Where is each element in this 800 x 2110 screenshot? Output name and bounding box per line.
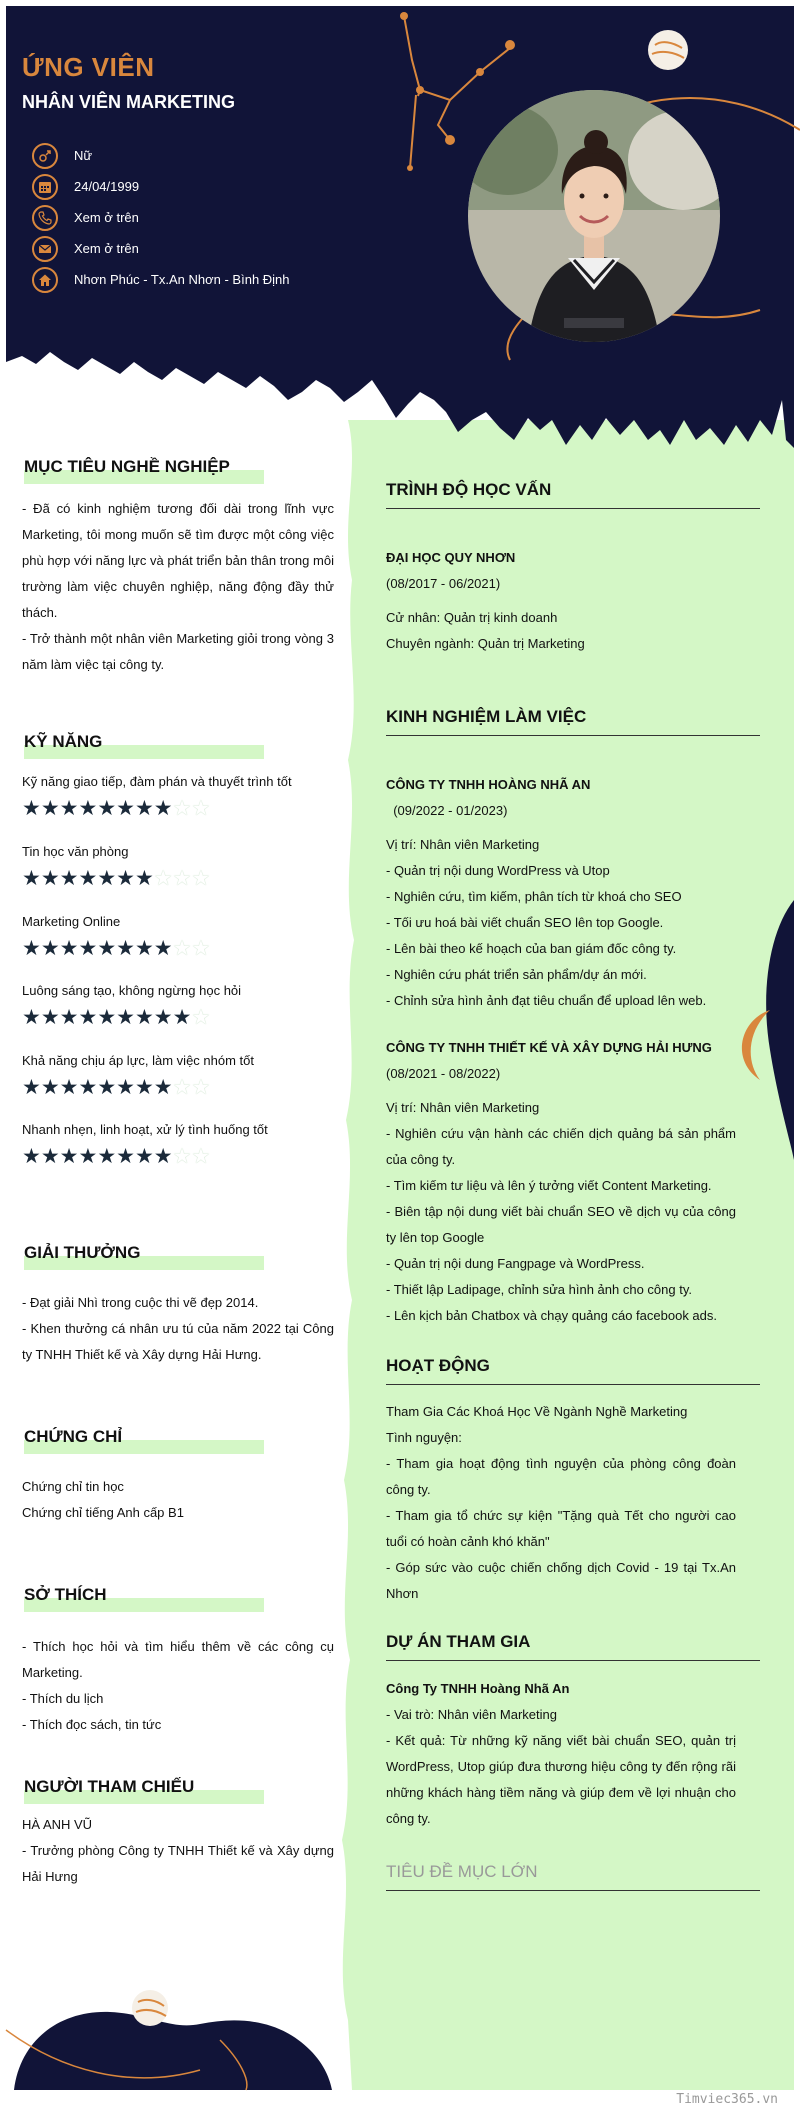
- star-filled-icon: ★: [97, 1076, 117, 1099]
- star-filled-icon: ★: [116, 937, 135, 960]
- hobbies-text: - Thích học hỏi và tìm hiểu thêm về các công cụ Marketing. - Thích du lịch - Thích đọc sách, tin tức: [22, 1639, 334, 1732]
- star-filled-icon: ★: [134, 1006, 154, 1029]
- hobbies-title: SỞ THÍCH: [24, 1585, 107, 1604]
- company-name: CÔNG TY TNHH HOÀNG NHÃ AN: [386, 777, 591, 792]
- placeholder-section-title[interactable]: TIÊU ĐỀ MỤC LỚN: [386, 1862, 760, 1891]
- skill-rating: [22, 1007, 210, 1028]
- skill-name: Khả năng chịu áp lực, làm việc nhóm tốt: [22, 1053, 254, 1068]
- certs-title: CHỨNG CHỈ: [24, 1427, 123, 1446]
- star-filled-icon: ★: [22, 937, 41, 960]
- moon-bottom-icon: [132, 1990, 168, 2026]
- star-empty-icon: ★: [153, 867, 173, 890]
- phone-icon: [32, 205, 58, 231]
- star-filled-icon: ★: [116, 797, 135, 820]
- star-filled-icon: ★: [134, 937, 154, 960]
- skill-name: Marketing Online: [22, 914, 121, 929]
- star-filled-icon: ★: [40, 797, 60, 820]
- certs-text: Chứng chỉ tin học Chứng chỉ tiếng Anh cấp B1: [22, 1479, 184, 1520]
- star-filled-icon: ★: [134, 867, 154, 890]
- star-filled-icon: ★: [116, 1076, 135, 1099]
- star-filled-icon: ★: [116, 1145, 135, 1168]
- star-filled-icon: ★: [78, 1145, 98, 1168]
- activities-text: Tham Gia Các Khoá Học Về Ngành Nghề Marketing Tình nguyện: - Tham gia hoạt động tình nguyện của phòng công đoàn công ty. - Tham gia tổ chức sự kiện "Tặng quà Tết cho người cao tuổi có hoàn cảnh khó khăn" - Góp sức vào cuộc chiến chống dịch Covid - 19 tại Tx.An Nhơn: [386, 1404, 736, 1601]
- star-filled-icon: ★: [134, 1076, 154, 1099]
- objective-title: MỤC TIÊU NGHỀ NGHIỆP: [24, 457, 230, 476]
- avatar: [468, 90, 720, 342]
- star-filled-icon: ★: [97, 1145, 117, 1168]
- star-filled-icon: ★: [78, 797, 98, 820]
- gender-icon: [32, 143, 58, 169]
- awards-text: - Đạt giải Nhì trong cuộc thi vẽ đẹp 2014. - Khen thưởng cá nhân ưu tú của năm 2022 tại Công ty TNHH Thiết kế và Xây dựng Hải Hưng.: [22, 1295, 334, 1362]
- skill-name: Luông sáng tạo, không ngừng học hỏi: [22, 983, 242, 998]
- star-empty-icon: ★: [191, 867, 211, 890]
- star-filled-icon: ★: [40, 937, 60, 960]
- star-filled-icon: ★: [97, 797, 117, 820]
- references-title: NGƯỜI THAM CHIẾU: [24, 1777, 195, 1796]
- star-empty-icon: ★: [172, 937, 192, 960]
- star-filled-icon: ★: [97, 937, 117, 960]
- star-empty-icon: ★: [172, 867, 192, 890]
- job-period: (09/2022 - 01/2023): [386, 803, 508, 818]
- star-filled-icon: ★: [134, 1145, 154, 1168]
- job-1: CÔNG TY TNHH HOÀNG NHÃ AN (09/2022 - 01/2023) Vị trí: Nhân viên Marketing - Quản trị nội dung WordPress và Utop - Nghiên cứu, tìm kiếm, phân tích từ khoá cho SEO - Tối ưu hoá bài viết chuẩn SEO lên top Google. - Lên bài theo kế hoạch của ban giám đốc công ty. - Nghiên cứu phát triển sản phẩm/dự án mới. - Chỉnh sửa hình ảnh đạt tiêu chuẩn để upload lên web.: [386, 772, 736, 1014]
- objective-text: - Đã có kinh nghiệm tương đối dài trong lĩnh vực Marketing, tôi mong muốn sẽ tìm được một công việc phù hợp với năng lực và phát triển bản thân trong môi trường làm việc chuyên nghiệp, năng động đầy thử thách. - Trở thành một nhân viên Marketing giỏi trong vòng 3 năm làm việc tại công ty.: [22, 501, 334, 672]
- star-filled-icon: ★: [22, 1006, 41, 1029]
- skill-rating: [22, 938, 210, 959]
- star-filled-icon: ★: [22, 867, 41, 890]
- skill-rating: [22, 1077, 210, 1098]
- skill-name: Nhanh nhẹn, linh hoạt, xử lý tình huống tốt: [22, 1122, 268, 1137]
- star-filled-icon: ★: [153, 797, 173, 820]
- star-filled-icon: ★: [97, 867, 117, 890]
- experience-title: KINH NGHIỆM LÀM VIỆC: [386, 707, 760, 736]
- contact-info: [32, 140, 332, 295]
- education-block: ĐẠI HỌC QUY NHƠN (08/2017 - 06/2021) Cử nhân: Quản trị kinh doanh Chuyên ngành: Quản trị Marketing: [386, 545, 736, 657]
- star-filled-icon: ★: [40, 1076, 60, 1099]
- star-filled-icon: ★: [40, 1145, 60, 1168]
- info-birthday: 24/04/1999: [32, 171, 332, 202]
- star-filled-icon: ★: [59, 1076, 79, 1099]
- company-name: CÔNG TY TNHH THIẾT KẾ VÀ XÂY DỰNG HẢI HƯNG: [386, 1040, 712, 1055]
- skills-title: KỸ NĂNG: [24, 732, 103, 751]
- skill-rating: [22, 1146, 210, 1167]
- calendar-icon: [32, 174, 58, 200]
- skill-name: Tin học văn phòng: [22, 844, 129, 859]
- star-filled-icon: ★: [78, 937, 98, 960]
- star-filled-icon: ★: [97, 1006, 117, 1029]
- projects-text: Công Ty TNHH Hoàng Nhã An - Vai trò: Nhân viên Marketing - Kết quả: Từ những kỹ năng viết bài chuẩn SEO, quản trị WordPress, Utop giúp đưa thương hiệu công ty đến rộng rãi những khách hàng tiềm năng và giúp đem về lợi nhuận cho công ty.: [386, 1676, 736, 1832]
- job-2: CÔNG TY TNHH THIẾT KẾ VÀ XÂY DỰNG HẢI HƯNG (08/2021 - 08/2022) Vị trí: Nhân viên Marketing - Nghiên cứu vận hành các chiến dịch quảng bá sản phẩm của công ty. - Tìm kiếm tư liệu và lên ý tưởng viết Content Marketing. - Biên tập nội dung viết bài chuẩn SEO về dịch vụ của công ty lên top Google - Quản trị nội dung Fangpage và WordPress. - Thiết lập Ladipage, chỉnh sửa hình ảnh cho công ty. - Lên kịch bản Chatbox và chạy quảng cáo facebook ads.: [386, 1035, 736, 1329]
- star-filled-icon: ★: [40, 867, 60, 890]
- job-period: (08/2021 - 08/2022): [386, 1066, 501, 1081]
- candidate-title: ỨNG VIÊN: [22, 52, 155, 82]
- star-filled-icon: ★: [153, 1145, 173, 1168]
- star-filled-icon: ★: [116, 867, 135, 890]
- star-filled-icon: ★: [59, 797, 79, 820]
- skill-rating: [22, 868, 210, 889]
- star-filled-icon: ★: [153, 1006, 173, 1029]
- star-empty-icon: ★: [191, 1006, 211, 1029]
- star-filled-icon: ★: [40, 1006, 60, 1029]
- projects-title: DỰ ÁN THAM GIA: [386, 1632, 760, 1661]
- activities-title: HOẠT ĐỘNG: [386, 1356, 760, 1385]
- star-empty-icon: ★: [191, 797, 211, 820]
- star-filled-icon: ★: [59, 1006, 79, 1029]
- star-filled-icon: ★: [172, 1006, 192, 1029]
- star-empty-icon: ★: [172, 1145, 192, 1168]
- info-address: Nhơn Phúc - Tx.An Nhơn - Bình Định: [32, 264, 332, 295]
- star-filled-icon: ★: [78, 1006, 98, 1029]
- email-icon: [32, 236, 58, 262]
- star-filled-icon: ★: [78, 1076, 98, 1099]
- star-empty-icon: ★: [172, 1076, 192, 1099]
- info-gender: Nữ: [32, 140, 332, 171]
- skill-rating: [22, 798, 210, 819]
- star-filled-icon: ★: [22, 1076, 41, 1099]
- moon-icon: [648, 30, 688, 70]
- star-empty-icon: ★: [191, 937, 211, 960]
- star-filled-icon: ★: [78, 867, 98, 890]
- star-empty-icon: ★: [191, 1145, 211, 1168]
- watermark: Timviec365.vn: [676, 2092, 778, 2107]
- star-filled-icon: ★: [59, 867, 79, 890]
- star-filled-icon: ★: [153, 1076, 173, 1099]
- skill-name: Kỹ năng giao tiếp, đàm phán và thuyết trình tốt: [22, 774, 292, 789]
- info-phone: Xem ở trên: [32, 202, 332, 233]
- star-filled-icon: ★: [22, 1145, 41, 1168]
- education-title: TRÌNH ĐỘ HỌC VẤN: [386, 480, 760, 509]
- star-filled-icon: ★: [59, 937, 79, 960]
- school-name: ĐẠI HỌC QUY NHƠN: [386, 550, 516, 565]
- bottom-blob: [14, 2012, 332, 2090]
- home-icon: [32, 267, 58, 293]
- star-filled-icon: ★: [59, 1145, 79, 1168]
- star-empty-icon: ★: [191, 1076, 211, 1099]
- job-title: NHÂN VIÊN MARKETING: [22, 92, 236, 112]
- project-company: Công Ty TNHH Hoàng Nhã An: [386, 1681, 570, 1696]
- star-filled-icon: ★: [116, 1006, 135, 1029]
- info-email: Xem ở trên: [32, 233, 332, 264]
- star-filled-icon: ★: [153, 937, 173, 960]
- star-filled-icon: ★: [22, 797, 41, 820]
- star-empty-icon: ★: [172, 797, 192, 820]
- school-period: (08/2017 - 06/2021): [386, 576, 501, 591]
- star-filled-icon: ★: [134, 797, 154, 820]
- awards-title: GIẢI THƯỞNG: [24, 1243, 141, 1262]
- references-text: HÀ ANH VŨ - Trưởng phòng Công ty TNHH Thiết kế và Xây dựng Hải Hưng: [22, 1817, 334, 1884]
